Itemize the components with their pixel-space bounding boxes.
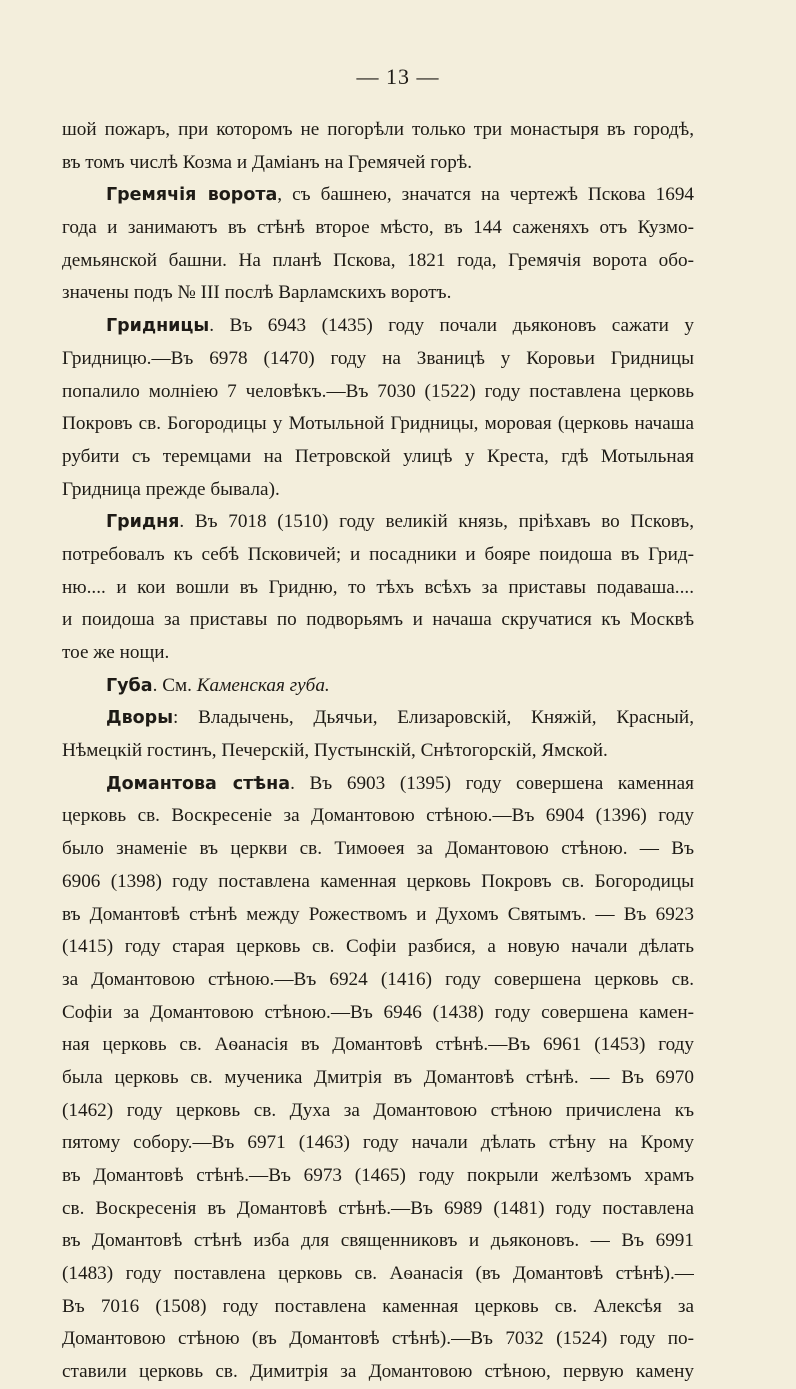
text-line xyxy=(62,408,694,441)
text-line xyxy=(62,1095,694,1128)
text-run: . Въ 6943 (1435) году почали дьяконовъ сажати у xyxy=(209,315,694,337)
text-run: за Домантовою стѣною.—Въ 6924 (1416) году совершена церковь св. xyxy=(62,968,694,990)
headword: Дворы xyxy=(106,708,174,729)
text-line xyxy=(62,1029,694,1062)
text-line xyxy=(62,899,694,932)
text-run: пятому собору.—Въ 6971 (1463) году начали дѣлать стѣну на Крому xyxy=(62,1132,694,1154)
text-line xyxy=(62,310,694,343)
text-line xyxy=(62,997,694,1030)
text-run: потребовалъ къ себѣ Псковичей; и посадники и бояре поидоша въ Грид- xyxy=(62,543,694,565)
text-run: : Владычень, Дьячьи, Елизаровскій, Княжій, Красный, xyxy=(173,707,694,729)
text-run: въ Домантовѣ стѣнѣ изба для священниковъ и дьяконовъ. — Въ 6991 xyxy=(62,1230,694,1252)
text-line xyxy=(62,147,694,180)
text-run: . Въ 6903 (1395) году совершена каменная xyxy=(290,772,694,794)
text-run: демьянской башни. На планѣ Пскова, 1821 года, Гремячія ворота обо- xyxy=(62,249,694,271)
text-run: . Въ 7018 (1510) году великій князь, пріѣхавъ во Псковъ, xyxy=(179,511,694,533)
text-line xyxy=(62,212,694,245)
text-line xyxy=(62,1323,694,1356)
text-run: Софіи за Домантовою стѣною.—Въ 6946 (1438) году совершена камен- xyxy=(62,1001,694,1023)
text-line xyxy=(62,114,694,147)
text-line xyxy=(62,637,694,670)
text-run: Гридницю.—Въ 6978 (1470) году на Званицѣ у Коровьи Гридницы xyxy=(62,347,694,369)
text-line xyxy=(62,376,694,409)
text-line xyxy=(62,833,694,866)
text-run: было знаменіе въ церкви св. Тимоѳея за Домантовою стѣною. — Въ xyxy=(62,838,694,860)
text-run: 6906 (1398) году поставлена каменная церковь Покровъ св. Богородицы xyxy=(62,870,694,892)
cross-reference: Каменская губа. xyxy=(196,674,330,696)
headword: Гридницы xyxy=(106,316,210,337)
text-line xyxy=(62,1193,694,1226)
text-run: въ Домантовѣ стѣнѣ.—Въ 6973 (1465) году покрыли желѣзомъ храмъ xyxy=(62,1165,694,1186)
text-line xyxy=(62,931,694,964)
text-line xyxy=(62,441,694,474)
text-run: , съ башнею, значатся на чертежѣ Пскова 1694 xyxy=(277,184,694,206)
text-line xyxy=(62,572,694,605)
headword: Губа xyxy=(106,675,153,696)
text-run: Домантовою стѣною (въ Домантовѣ стѣнѣ).—Въ 7032 (1524) году по- xyxy=(62,1328,694,1350)
text-run: ная церковь св. Аѳанасія въ Домантовѣ стѣнѣ.—Въ 6961 (1453) году xyxy=(62,1034,694,1056)
text-line xyxy=(62,1258,694,1291)
text-run: (1483) году поставлена церковь св. Аѳанасія (въ Домантовѣ стѣнѣ).— xyxy=(62,1263,694,1285)
text-run: года и занимаютъ въ стѣнѣ второе мѣсто, въ 144 саженяхъ отъ Кузмо- xyxy=(62,217,694,239)
text-run: (1462) году церковь св. Духа за Домантовою стѣною причислена къ xyxy=(62,1099,694,1121)
text-line xyxy=(62,245,694,278)
text-run: Покровъ св. Богородицы у Мотыльной Гридницы, моровая (церковь начаша xyxy=(62,413,694,435)
headword: Гридня xyxy=(106,512,180,533)
text-line xyxy=(62,866,694,899)
text-run: ставили церковь св. Димитрія за Домантовою стѣною, первую камену xyxy=(62,1361,694,1383)
text-line xyxy=(62,768,694,801)
text-run: значены подъ № III послѣ Варламскихъ воротъ. xyxy=(62,282,452,304)
text-line xyxy=(62,964,694,997)
text-run: рубити съ теремцами на Петровской улицѣ у Креста, гдѣ Мотыльная xyxy=(62,445,694,467)
text-line xyxy=(62,1291,694,1324)
text-run: попалило молніею 7 человѣкъ.—Въ 7030 (1522) году поставлена церковь xyxy=(62,380,694,402)
text-line xyxy=(62,506,694,539)
body-text xyxy=(62,114,694,1389)
text-line xyxy=(62,539,694,572)
text-line xyxy=(62,1225,694,1258)
text-run: тое же нощи. xyxy=(62,642,170,663)
text-line xyxy=(62,474,694,507)
text-line xyxy=(62,735,694,768)
text-line xyxy=(62,1127,694,1160)
text-run: Нѣмецкій гостинъ, Печерскій, Пустынскій, Снѣтогорскій, Ямской. xyxy=(62,740,608,762)
text-line xyxy=(62,604,694,637)
text-line xyxy=(62,800,694,833)
text-run: была церковь св. мученика Дмитрія въ Домантовѣ стѣнѣ. — Въ 6970 xyxy=(62,1066,694,1088)
text-run: Гридница прежде бывала). xyxy=(62,478,280,500)
text-run: (1415) году старая церковь св. Софіи разбися, а новую начали дѣлать xyxy=(62,936,694,958)
text-line xyxy=(62,1356,694,1389)
text-line xyxy=(62,343,694,376)
text-line xyxy=(62,1160,694,1193)
text-line xyxy=(62,277,694,310)
text-line xyxy=(62,179,694,212)
headword: Домантова стѣна xyxy=(106,773,291,794)
text-run: и поидоша за приставы по подворьямъ и начаша скручатися къ Москвѣ xyxy=(62,609,694,631)
text-run: въ Домантовѣ стѣнѣ между Рожествомъ и Духомъ Святымъ. — Въ 6923 xyxy=(62,903,694,925)
text-run: ню.... и кои вошли въ Гридню, то тѣхъ всѣхъ за приставы подаваша.... xyxy=(62,576,694,598)
text-run: св. Воскресенія въ Домантовѣ стѣнѣ.—Въ 6989 (1481) году поставлена xyxy=(62,1197,694,1219)
headword: Гремячія ворота xyxy=(106,185,278,206)
text-run: въ томъ числѣ Козма и Даміанъ на Гремячей горѣ. xyxy=(62,151,473,173)
text-run: Въ 7016 (1508) году поставлена каменная церковь св. Алексѣя за xyxy=(62,1295,694,1317)
text-line xyxy=(62,670,694,703)
text-run: . См. xyxy=(152,674,197,696)
text-line xyxy=(62,702,694,735)
text-line xyxy=(62,1062,694,1095)
text-run: шой пожаръ, при которомъ не погорѣли только три монастыря въ городѣ, xyxy=(62,119,694,140)
text-run: церковь св. Воскресеніе за Домантовою стѣною.—Въ 6904 (1396) году xyxy=(62,805,694,827)
page-number: — 13 — xyxy=(356,64,440,89)
